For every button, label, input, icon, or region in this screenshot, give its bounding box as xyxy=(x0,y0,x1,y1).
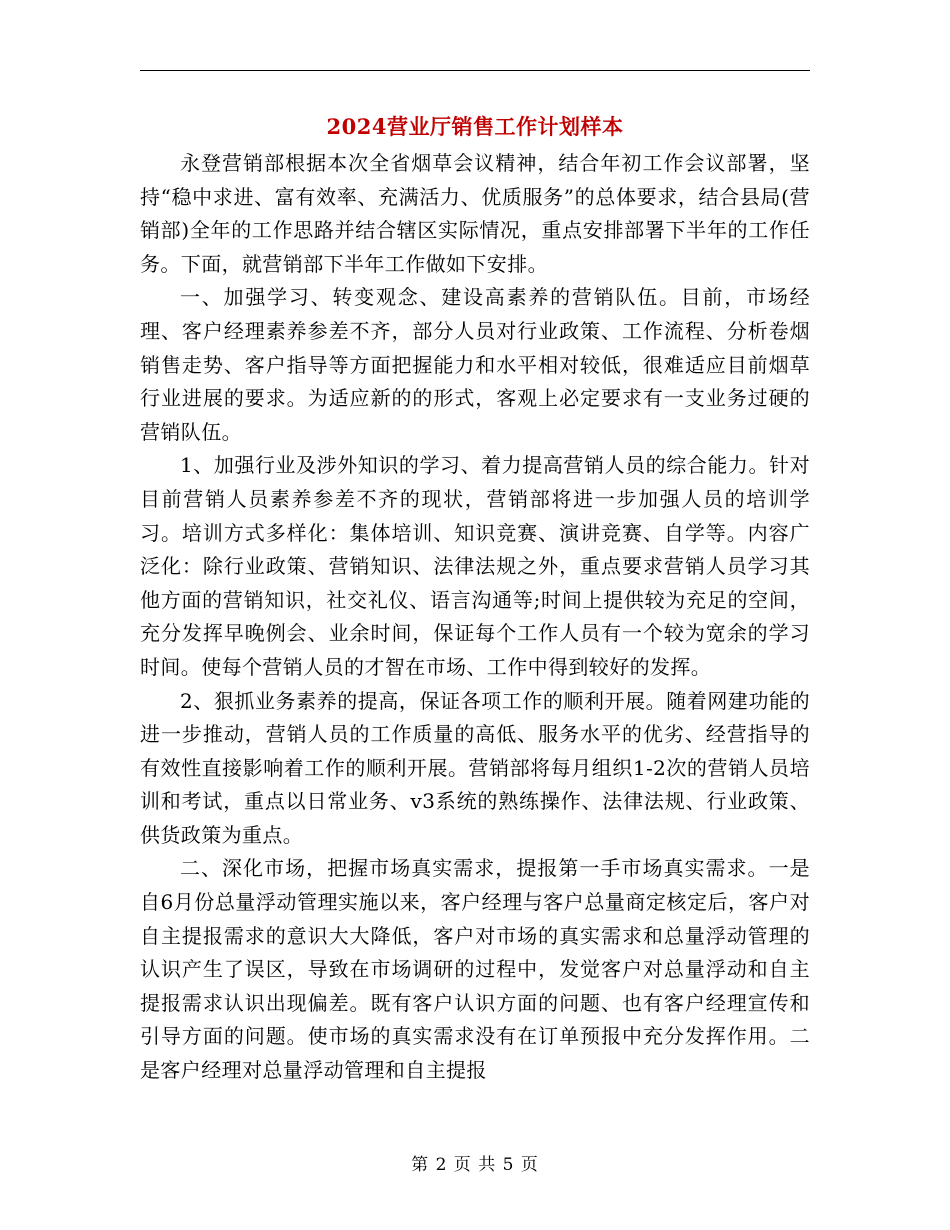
paragraph-section-1: 一、加强学习、转变观念、建设高素养的营销队伍。目前，市场经理、客户经理素养参差不齐，部分人员对行业政策、工作流程、分析卷烟销售走势、客户指导等方面把握能力和水平相对较低，很难适应目前烟草行业进展的要求。为适应新的的形式，客观上必定要求有一支业务过硬的营销队伍。 xyxy=(140,285,810,444)
paragraph-section-2: 二、深化市场，把握市场真实需求，提报第一手市场真实需求。一是自6月份总量浮动管理实施以来，客户经理与客户总量商定核定后，客户对自主提报需求的意识大大降低，客户对市场的真实需求和总量浮动管理的认识产生了误区，导致在市场调研的过程中，发觉客户对总量浮动和自主提报需求认识出现偏差。既有客户认识方面的问题、也有客户经理宣传和引导方面的问题。使市场的真实需求没有在订单预报中充分发挥作用。二是客户经理对总量浮动管理和自主提报 xyxy=(140,856,810,1083)
document-title: 2024营业厅销售工作计划样本 xyxy=(326,114,624,139)
paragraph-intro: 永登营销部根据本次全省烟草会议精神，结合年初工作会议部署，坚持“稳中求进、富有效率、充满活力、优质服务”的总体要求，结合县局(营销部)全年的工作思路并结合辖区实际情况，重点安排部署下半年的工作任务。下面，就营销部下半年工作做如下安排。 xyxy=(140,151,810,276)
page-number-label: 第 2 页 共 5 页 xyxy=(411,1155,539,1175)
page-footer xyxy=(0,1152,950,1178)
paragraph-item-2: 2、狠抓业务素养的提高，保证各项工作的顺利开展。随着网建功能的进一步推动，营销人员的工作质量的高低、服务水平的优劣、经营指导的有效性直接影响着工作的顺利开展。营销部将每月组织1-2次的营销人员培训和考试，重点以日常业务、v3系统的熟练操作、法律法规、行业政策、供货政策为重点。 xyxy=(140,688,810,847)
header-rule xyxy=(140,70,810,71)
paragraph-item-1: 1、加强行业及涉外知识的学习、着力提高营销人员的综合能力。针对目前营销人员素养参差不齐的现状，营销部将进一步加强人员的培训学习。培训方式多样化：集体培训、知识竞赛、演讲竞赛、自学等。内容广泛化：除行业政策、营销知识、法律法规之外，重点要求营销人员学习其他方面的营销知识，社交礼仪、语言沟通等;时间上提供较为充足的空间，充分发挥早晚例会、业余时间，保证每个工作人员有一个较为宽余的学习时间。使每个营销人员的才智在市场、工作中得到较好的发挥。 xyxy=(140,453,810,679)
document-body xyxy=(140,147,810,1088)
